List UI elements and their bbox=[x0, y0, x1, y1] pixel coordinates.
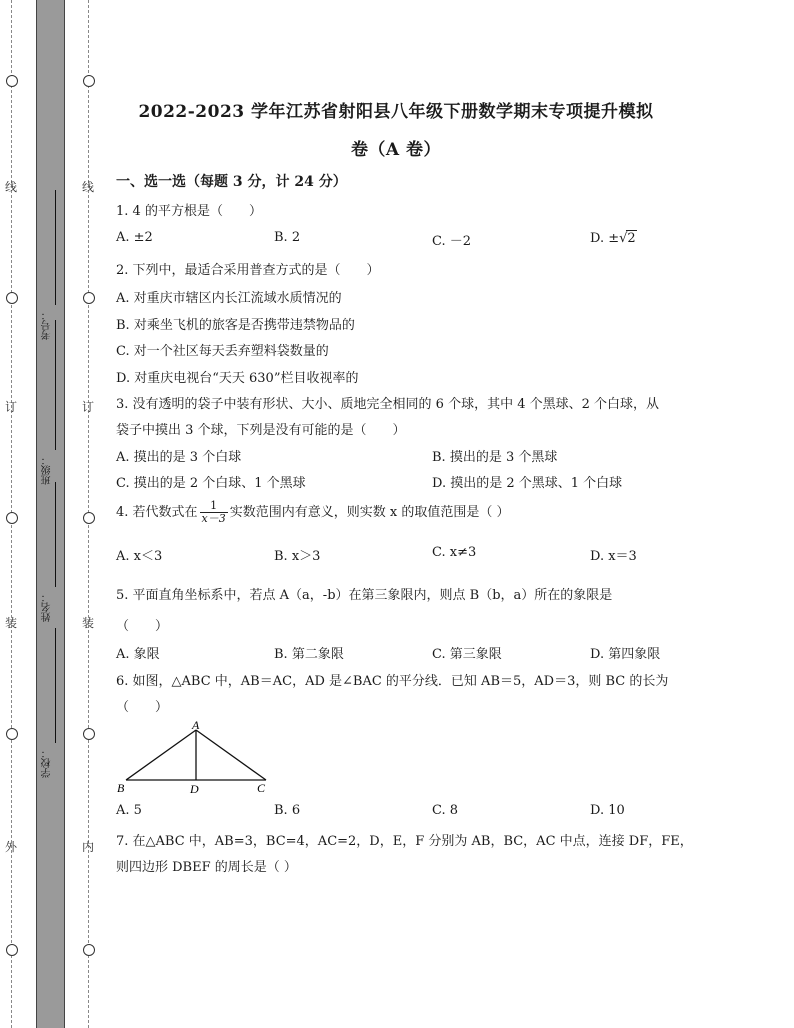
binding-hole-icon bbox=[6, 728, 18, 740]
triangle-diagram bbox=[116, 718, 276, 798]
q2-option-b[interactable]: B. 对乘坐飞机的旅客是否携带违禁物品的 bbox=[116, 318, 355, 333]
q4-option-b[interactable]: B. x＞3 bbox=[274, 549, 321, 564]
margin-char: 订 bbox=[81, 400, 94, 414]
q2-option-a[interactable]: A. 对重庆市辖区内长江流域水质情况的 bbox=[116, 291, 342, 306]
margin-char: 装 bbox=[81, 616, 94, 630]
school-field[interactable]: 学校： bbox=[40, 748, 58, 778]
q4-option-a[interactable]: A. x＜3 bbox=[116, 549, 163, 564]
q6-option-a[interactable]: A. 5 bbox=[116, 803, 142, 818]
binding-hole-icon bbox=[83, 292, 95, 304]
q6-option-c[interactable]: C. 8 bbox=[432, 803, 459, 818]
margin-char: 装 bbox=[4, 616, 17, 630]
page-title-line2: 卷（A 卷） bbox=[350, 140, 442, 160]
margin-char: 订 bbox=[4, 400, 17, 414]
q6-option-b[interactable]: B. 6 bbox=[274, 803, 301, 818]
q4-option-c[interactable]: C. x≠3 bbox=[432, 545, 477, 560]
vertex-b-label: B bbox=[117, 781, 125, 795]
q5-option-d[interactable]: D. 第四象限 bbox=[590, 647, 661, 662]
point-d-label: D bbox=[190, 782, 199, 796]
q5-option-b[interactable]: B. 第二象限 bbox=[274, 647, 344, 662]
question-5-stem: 5. 平面直角坐标系中，若点 A（a，-b）在第三象限内，则点 B（b，a）所在的象限是 bbox=[116, 588, 613, 603]
vertex-a-label: A bbox=[192, 718, 200, 732]
binding-hole-icon bbox=[83, 944, 95, 956]
question-3-stem: 3. 没有透明的袋子中装有形状、大小、质地完全相同的 6 个球，其中 4 个黑球、2 个白球，从 bbox=[116, 397, 660, 412]
side-ac bbox=[196, 730, 266, 780]
question-7-stem-cont: 则四边形 DBEF 的周长是（ ） bbox=[116, 860, 297, 875]
margin-char: 线 bbox=[81, 180, 94, 194]
binding-margin bbox=[0, 0, 112, 1028]
q1-option-c[interactable]: C. －2 bbox=[432, 234, 472, 249]
q1-option-a[interactable]: A. ±2 bbox=[116, 230, 153, 245]
section-heading: 一、选一选（每题 3 分，计 24 分） bbox=[116, 174, 347, 190]
question-6-stem: 6. 如图，△ABC 中，AB＝AC，AD 是∠BAC 的平分线．已知 AB＝5，AD＝3，则 BC 的长为 bbox=[116, 674, 669, 689]
margin-char: 内 bbox=[81, 840, 94, 854]
q3-option-a[interactable]: A. 摸出的是 3 个白球 bbox=[116, 450, 242, 465]
sqrt-icon: √ bbox=[619, 231, 628, 246]
binding-hole-icon bbox=[6, 292, 18, 304]
binding-hole-icon bbox=[6, 944, 18, 956]
binding-hole-icon bbox=[83, 75, 95, 87]
question-3-stem-cont: 袋子中摸出 3 个球，下列是没有可能的是（ ） bbox=[116, 423, 406, 438]
margin-char: 外 bbox=[4, 840, 17, 854]
question-1-stem: 1. 4 的平方根是（ ） bbox=[116, 204, 262, 219]
question-7-stem: 7. 在△ABC 中，AB=3，BC=4，AC=2，D，E，F 分别为 AB，BC，AC 中点，连接 DF，FE， bbox=[116, 834, 693, 849]
sqrt-radicand: 2 bbox=[627, 231, 636, 246]
q3-option-c[interactable]: C. 摸出的是 2 个白球、1 个黑球 bbox=[116, 476, 306, 491]
q1-option-d[interactable]: D. ±√2 bbox=[590, 231, 636, 246]
q3-option-b[interactable]: B. 摸出的是 3 个黑球 bbox=[432, 450, 558, 465]
question-5-paren: （ ） bbox=[116, 619, 169, 634]
question-6-paren: （ ） bbox=[116, 700, 169, 715]
q6-option-d[interactable]: D. 10 bbox=[590, 803, 625, 818]
binding-hole-icon bbox=[6, 75, 18, 87]
binding-hole-icon bbox=[83, 512, 95, 524]
side-ab bbox=[126, 730, 196, 780]
fraction: $\frac{1}{x-3}$ bbox=[201, 499, 226, 525]
name-field[interactable]: 姓名： bbox=[40, 592, 58, 622]
question-2-stem: 2. 下列中，最适合采用普查方式的是（ ） bbox=[116, 263, 380, 278]
binding-hole-icon bbox=[6, 512, 18, 524]
exam-number-field[interactable]: 考号： bbox=[40, 310, 58, 340]
vertex-c-label: C bbox=[257, 781, 266, 795]
binding-hole-icon bbox=[83, 728, 95, 740]
page-title: 2022-2023 学年江苏省射阳县八年级下册数学期末专项提升模拟 bbox=[138, 102, 654, 122]
binding-strip bbox=[36, 0, 65, 1028]
question-4-stem: 4. 若代数式在 $\frac{1}{x-3}$ 实数范围内有意义，则实数 x 的取值范围是（ ） bbox=[116, 499, 510, 525]
q5-option-c[interactable]: C. 第三象限 bbox=[432, 647, 502, 662]
margin-char: 线 bbox=[4, 180, 17, 194]
q1-option-b[interactable]: B. 2 bbox=[274, 230, 301, 245]
q4-option-d[interactable]: D. x＝3 bbox=[590, 549, 637, 564]
q3-option-d[interactable]: D. 摸出的是 2 个黑球、1 个白球 bbox=[432, 476, 623, 491]
class-field[interactable]: 班级： bbox=[40, 455, 58, 485]
q2-option-c[interactable]: C. 对一个社区每天丢弃塑料袋数量的 bbox=[116, 344, 329, 359]
q5-option-a[interactable]: A. 象限 bbox=[116, 647, 160, 662]
q2-option-d[interactable]: D. 对重庆电视台“天天 630”栏目收视率的 bbox=[116, 371, 359, 386]
